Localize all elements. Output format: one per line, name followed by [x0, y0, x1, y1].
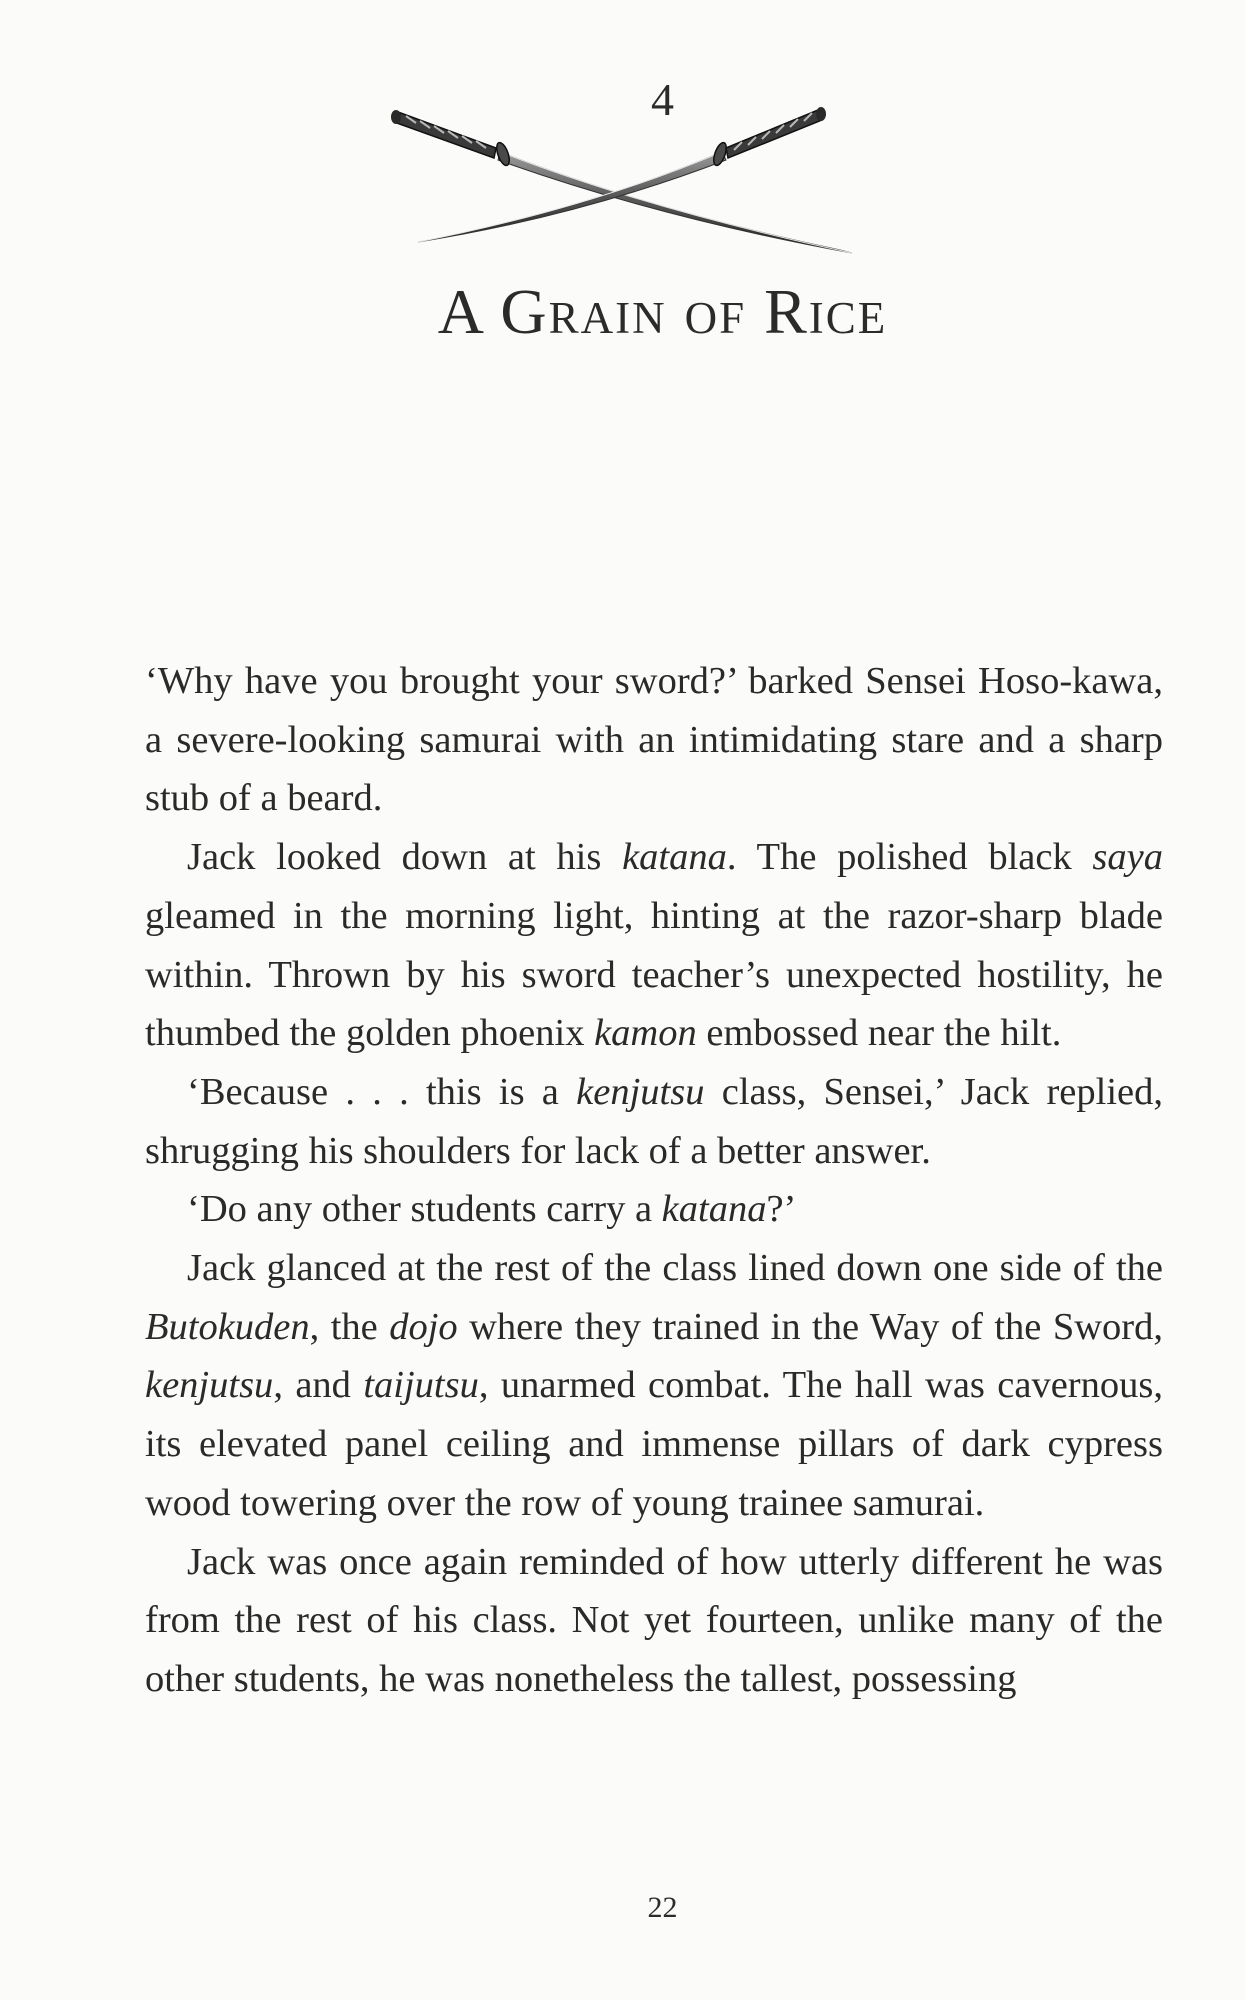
- paragraph: Jack glanced at the rest of the class lined down one side of the Butokuden, the dojo where they trained in the Way of the Sword, kenjutsu, and taijutsu, unarmed combat. The hall was cavernous, its elevated panel ceiling and immense pillars of dark cypress wood towering over the row of young trainee samurai.: [145, 1247, 1163, 1524]
- chapter-title: A Grain of Rice: [437, 276, 888, 347]
- paragraph: ‘Why have you brought your sword?’ barked Sensei Hoso-kawa, a severe-looking samurai with an intimidating stare and a sharp stub of a beard.: [145, 660, 1163, 820]
- paragraph: ‘Do any other students carry a katana?’: [187, 1188, 797, 1231]
- italic-term: dojo: [389, 1305, 458, 1348]
- italic-term: kenjutsu: [576, 1070, 705, 1113]
- right-katana: [418, 107, 826, 242]
- italic-term: kenjutsu: [145, 1364, 274, 1407]
- italic-term: saya: [1092, 836, 1163, 879]
- paragraph: Jack was once again reminded of how utterly different he was from the rest of his class. Not yet fourteen, unlike many of the other students, he was nonetheless the tallest, possessing: [145, 1540, 1163, 1700]
- page-number: 22: [647, 1891, 678, 1924]
- paragraph: ‘Because . . . this is a kenjutsu class, Sensei,’ Jack replied, shrugging his shoulders for lack of a better answer.: [145, 1070, 1163, 1172]
- italic-term: katana: [661, 1188, 767, 1231]
- paragraph: Jack looked down at his katana. The polished black saya gleamed in the morning light, hinting at the razor-sharp blade within. Thrown by his sword teacher’s unexpected hostility, he thumbed the golden phoenix kamon embossed near the hilt.: [145, 836, 1163, 1055]
- italic-term: katana: [622, 836, 727, 879]
- italic-term: Butokuden: [145, 1305, 310, 1348]
- chapter-body: [145, 652, 1163, 1709]
- italic-term: taijutsu: [363, 1364, 479, 1407]
- italic-term: kamon: [594, 1012, 697, 1055]
- chapter-number: 4: [651, 74, 674, 125]
- crossed-katana-swords-icon: [390, 90, 930, 270]
